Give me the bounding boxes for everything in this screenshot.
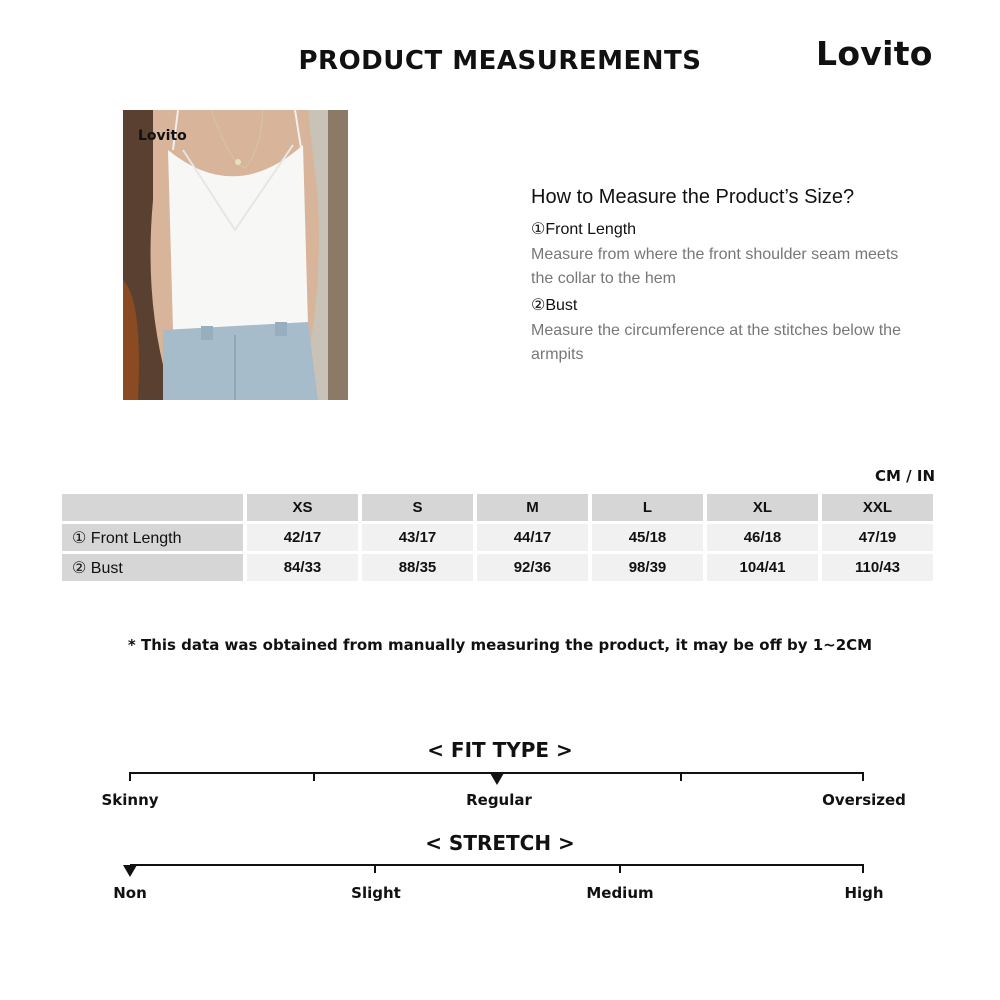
fit-type-tick xyxy=(680,772,682,781)
table-row xyxy=(62,554,933,581)
fit-label-skinny: Skinny xyxy=(101,791,159,809)
stretch-label-medium: Medium xyxy=(586,884,654,902)
stretch-scale-line xyxy=(130,864,864,866)
stretch-title: < STRETCH > xyxy=(425,831,575,855)
page-title: PRODUCT MEASUREMENTS xyxy=(298,46,702,76)
front-length-label: ①Front Length xyxy=(531,221,637,238)
row-label-front-length: ① Front Length xyxy=(62,524,243,551)
fit-type-tick xyxy=(129,772,131,781)
stretch-marker-icon xyxy=(123,865,137,877)
stretch-label-slight: Slight xyxy=(351,884,401,902)
how-to-title: How to Measure the Product’s Size? xyxy=(531,186,855,208)
fit-type-tick xyxy=(313,772,315,781)
table-corner-cell xyxy=(62,494,243,521)
table-cell: 92/36 xyxy=(477,554,588,581)
table-cell: 88/35 xyxy=(362,554,473,581)
stretch-tick xyxy=(374,864,376,873)
size-header: M xyxy=(477,494,588,521)
table-cell: 43/17 xyxy=(362,524,473,551)
table-cell: 104/41 xyxy=(707,554,818,581)
photo-watermark: Lovito xyxy=(138,128,187,144)
fit-type-title: < FIT TYPE > xyxy=(427,738,573,762)
table-cell: 47/19 xyxy=(822,524,933,551)
product-photo xyxy=(123,110,348,400)
size-chart-table xyxy=(58,491,937,584)
bust-label: ②Bust xyxy=(531,297,578,314)
table-cell: 84/33 xyxy=(247,554,358,581)
size-header: L xyxy=(592,494,703,521)
bust-desc: Measure the circumference at the stitches below the armpits xyxy=(531,322,901,363)
size-header: XL xyxy=(707,494,818,521)
front-length-desc: Measure from where the front shoulder seam meets the collar to the hem xyxy=(531,246,899,287)
unit-label: CM / IN xyxy=(875,467,935,485)
size-header: XXL xyxy=(822,494,933,521)
fit-label-regular: Regular xyxy=(466,791,532,809)
table-header-row xyxy=(62,494,933,521)
how-to-measure xyxy=(531,186,931,371)
table-cell: 44/17 xyxy=(477,524,588,551)
size-header: XS xyxy=(247,494,358,521)
stretch-tick xyxy=(862,864,864,873)
fit-type-tick xyxy=(862,772,864,781)
table-cell: 98/39 xyxy=(592,554,703,581)
stretch-tick xyxy=(619,864,621,873)
brand-logo: Lovito xyxy=(816,34,933,73)
fit-label-oversized: Oversized xyxy=(822,791,906,809)
model-illustration xyxy=(123,110,348,400)
stretch-label-high: High xyxy=(844,884,884,902)
table-cell: 46/18 xyxy=(707,524,818,551)
measurement-note: * This data was obtained from manually measuring the product, it may be off by 1~2CM xyxy=(127,636,873,654)
fit-type-marker-icon xyxy=(490,773,504,785)
row-label-bust: ② Bust xyxy=(62,554,243,581)
table-cell: 42/17 xyxy=(247,524,358,551)
size-header: S xyxy=(362,494,473,521)
table-row xyxy=(62,524,933,551)
table-cell: 110/43 xyxy=(822,554,933,581)
stretch-label-non: Non xyxy=(113,884,147,902)
table-cell: 45/18 xyxy=(592,524,703,551)
